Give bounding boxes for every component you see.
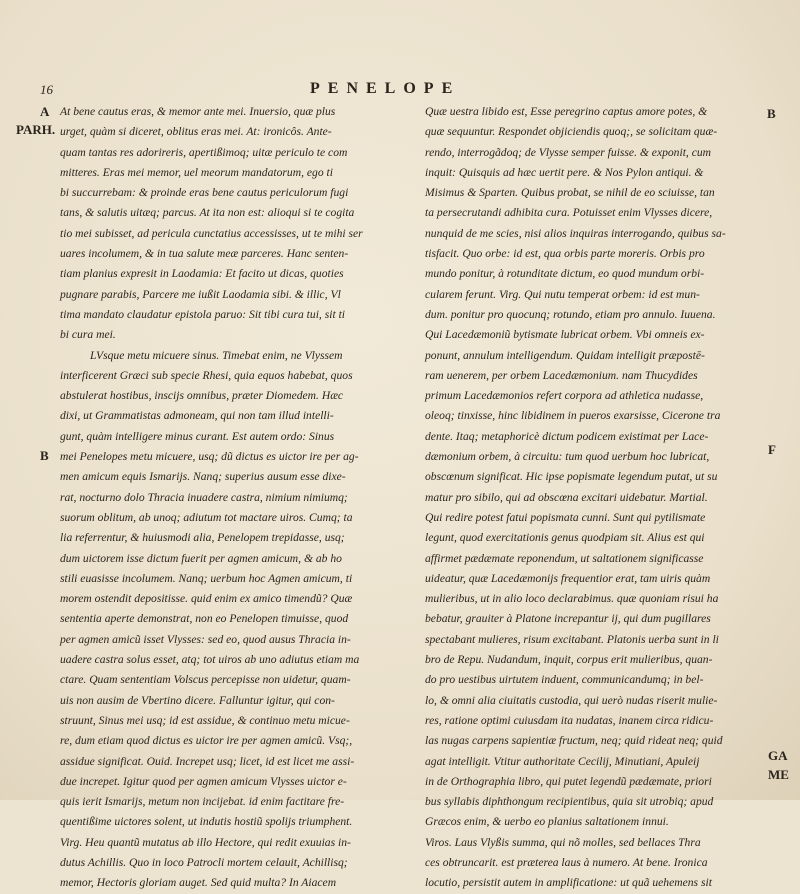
text-line: mei Penelopes metu micuere, usq; dũ dictus es uictor ire per ag- — [60, 450, 359, 464]
text-line: uares incolumem, & in tua salute meæ parceres. Hanc senten- — [60, 247, 349, 261]
text-line: nunquid de me scies, nisi alios inquiras interrogando, quibus sa- — [425, 226, 726, 240]
text-line: tio mei subisset, ad pericula cunctatius accessisses, ut te mihi ser — [60, 226, 363, 240]
text-line: struunt, Sinus mei usq; id est assidue, & continuo metu micue- — [60, 713, 350, 727]
text-line: memor, Hectoris gloriam auget. Sed quid multa? In Aiacem — [60, 876, 337, 890]
text-line: tisfacit. Quo orbe: id est, qua orbis parte moreris. Orbis pro — [425, 247, 705, 261]
text-line: tiam planius expresit in Laodamia: Et facito ut dicas, quoties — [60, 267, 344, 281]
text-line: suorum oblitum, ab unoq; adiutum tot mactare uiros. Cumq; ta — [60, 510, 353, 524]
text-line: res, ratione optimi cuiusdam ita nudatas, inanem circa ridicu- — [425, 713, 714, 727]
page-header — [0, 80, 800, 104]
text-line: uideatur, quæ Lacedæmonijs frequentior erat, tam uiris quàm — [425, 571, 711, 585]
text-line: tans, & salutis uitæq; parcus. At ita non est: alioqui si te cogita — [60, 206, 355, 220]
text-line: ponunt, annulum intelligendum. Quidam intelligit præpostē- — [425, 348, 705, 362]
text-line: bebatur, grauiter à Platone increpantur ij, qui dum pugillares — [425, 612, 711, 626]
text-line: oleoq; tinxisse, hinc libidinem in pueros exarsisse, Cicerone tra — [425, 409, 721, 423]
text-line: legunt, quod exercitationis genus quodpiam sit. Alius est qui — [425, 531, 705, 545]
text-line: quentißime uictores solent, ut indutis hostiũ spolijs triumphent. — [60, 815, 353, 829]
text-line: lia referrentur, & huiusmodi alia, Penelopem trepidasse, usq; — [60, 531, 345, 545]
text-line: interficerent Græci sub specie Rhesi, quia equos habebat, quos — [60, 368, 353, 382]
text-line: dutus Achillis. Quo in loco Patrocli mortem celauit, Achillisq; — [60, 855, 348, 869]
text-line: quis ierit Ismarijs, metum non incijebat. id enim factitare fre- — [60, 795, 345, 809]
text-line: tima mandato claudatur epistola paruo: Sit tibi cura tui, sit ti — [60, 307, 346, 321]
text-line: per agmen amicũ isset Vlysses: sed eo, quod ausus Thracia in- — [60, 632, 351, 646]
text-line: ces obtruncarit. est præterea laus à numero. At bene. Ironica — [425, 855, 708, 869]
text-line: Quæ uestra libido est, Esse peregrino captus amore potes, & — [425, 105, 708, 118]
text-line: Qui redire potest fatui popismata cunni. Sunt qui pytilismate — [425, 510, 706, 524]
text-line: spectabant mulieres, risum excitabant. Platonis uerba sunt in li — [425, 632, 719, 646]
text-line: Viros. Laus Vlyßis summa, qui nõ molles, sed bellaces Thra — [425, 835, 701, 849]
text-line: inquit: Quisquis ad hæc uertit pere. & Nos Pylon antiqui. & — [425, 165, 704, 179]
text-line: pugnare parabis, Parcere me iußit Laodamia sibi. & illic, Vl — [60, 287, 341, 301]
text-line: ta persecrutandi adhibita cura. Potuisset enim Vlysses dicere, — [425, 206, 713, 220]
margin-letter-b-left: B — [40, 448, 49, 463]
text-line: rat, nocturno dolo Thracia inuadere castra, nimium nimiumq; — [60, 490, 348, 504]
text-line: bi cura mei. — [60, 328, 116, 342]
text-line: mulieribus, ut in alio loco declarabimus. quæ quoniam risui ha — [425, 592, 719, 606]
text-line: abstulerat hostibus, inscijs omnibus, præter Diomedem. Hæc — [60, 389, 344, 403]
text-line: ram uenerem, per orbem Lacedæmonium. nam Thucydides — [425, 368, 698, 382]
text-line: dum. ponitur pro quocunq; rotundo, etiam pro annulo. Iuuena. — [425, 307, 716, 321]
text-line: dum uictorem isse dictum fuerit per agmen amicum, & ab ho — [60, 551, 342, 565]
text-line: Græcos enim, & uerbo eo planius saltationem innui. — [425, 815, 669, 829]
text-line: gunt, quàm intelligere minus curant. Est autem ordo: Sinus — [60, 429, 335, 443]
text-line: re, dum etiam quod dictus es uictor ire per agmen amicũ. Vsq;, — [60, 734, 353, 748]
text-line: do pro uestibus uirtutem induent, communicandumq; in bel- — [425, 673, 704, 687]
text-line: LVsque metu micuere sinus. Timebat enim, ne Vlyssem — [90, 348, 343, 362]
text-line: las nugas carpens sapientiæ fructum, neq; quid rideat neq; quid — [425, 734, 723, 748]
text-line: bi succurrebam: & proinde eras bene cautus periculorum fugi — [60, 186, 349, 200]
text-line: Virg. Heu quantũ mutatus ab illo Hectore, qui redit exuuias in- — [60, 835, 351, 849]
text-line: Misimus & Sparten. Quibus probat, se nihil de eo sciuisse, tan — [425, 186, 715, 200]
text-line: urget, quàm si diceret, oblitus eras mei. At: ironicôs. Ante- — [60, 125, 332, 139]
text-line: men amicum equis Ismarijs. Nanq; superius ausum esse dixe- — [60, 470, 346, 484]
text-line: dæmonium orbem, à circuitu: tum quod uerbum hoc lubricat, — [425, 450, 710, 464]
text-line: dixi, ut Grammatistas admoneam, qui non tam illud intelli- — [60, 409, 334, 423]
text-line: Qui Lacedæmoniũ bytismate lubricat orbem. Vbi omneis ex- — [425, 328, 705, 342]
text-line: cularem ferunt. Virg. Qui nutu temperat orbem: id est mun- — [425, 287, 700, 301]
right-text-column — [425, 102, 765, 890]
text-line: assidue significat. Ouid. Increpet usq; licet, id est licet me assi- — [60, 754, 355, 768]
margin-letter-b-right: B — [767, 106, 776, 121]
text-line: matur pro sibilo, qui ad obscœna excitari uidebatur. Martial. — [425, 490, 708, 504]
text-line: in de Orthographia libro, qui putet legendũ pædæmate, priori — [425, 774, 712, 788]
margin-speaker-me: ME — [768, 767, 789, 782]
left-text-column — [60, 102, 398, 890]
text-line: mundo ponitur, à rotunditate dictum, eo quod mundum orbi- — [425, 267, 705, 281]
margin-letter-a: A — [40, 104, 50, 119]
text-line: dente. Itaq; metaphoricè dictum podicem existimat per Lace- — [425, 429, 709, 443]
text-line: rendo, interrogãdoq; de Vlysse semper fuisse. & exponit, cum — [425, 145, 712, 159]
text-line: bro de Repu. Nudandum, inquit, corpus erit mulieribus, quan- — [425, 653, 713, 667]
text-line: locutio, persistit autem in amplificatione: ut quã uehemens sit — [425, 876, 712, 890]
text-line: uadere castra solus esset, atq; tot uiros ab uno adiutus etiam ma — [60, 653, 360, 667]
text-line: due increpet. Igitur quod per agmen amicum Vlysses uictor e- — [60, 774, 347, 788]
margin-speaker-ga: GA — [768, 748, 788, 763]
page-number: 16 — [40, 82, 53, 97]
text-line: uis non ausim de Vbertino dicere. Falluntur igitur, qui con- — [60, 693, 335, 707]
margin-speaker-parh: PARH. — [16, 122, 56, 137]
text-line: sententia aperte demonstrat, non eo Penelopen timuisse, quod — [60, 612, 349, 626]
text-line: bus syllabis diphthongum recipientibus, quia sit utrobiq; apud — [425, 795, 714, 809]
text-line: agat intelligit. Vtitur authoritate Cecilij, Minutiani, Apuleij — [425, 754, 700, 768]
text-line: stili euasisse incolumem. Nanq; uerbum hoc Agmen amicum, ti — [60, 571, 353, 585]
running-title: PENELOPE — [310, 80, 461, 97]
text-line: mitteres. Eras mei memor, uel meorum mandatorum, ego ti — [60, 165, 333, 179]
text-line: At bene cautus eras, & memor ante mei. Inuersio, quæ plus — [60, 105, 336, 118]
text-line: lo, & omni alia ciuitatis custodia, qui uerò nudas riserit mulie- — [425, 693, 718, 707]
text-line: primum Lacedæmonios refert corpora ad athletica nudasse, — [425, 389, 704, 403]
margin-letter-f: F — [768, 442, 776, 457]
text-line: morem ostendit depositisse. quid enim ex amico timendũ? Quæ — [60, 592, 353, 606]
text-line: obscœnum significat. Hic ipse popismate legendum putat, ut su — [425, 470, 718, 484]
text-line: quam tantas res adorireris, apertißimoq; uitæ periculo te com — [60, 145, 348, 159]
text-line: affirmet pædæmate reponendum, ut saltationem significasse — [425, 551, 704, 565]
text-line: quæ sequuntur. Respondet objiciendis quoq;, se solicitam quæ- — [425, 125, 718, 139]
text-line: ctare. Quam sententiam Volscus percepisse non uidetur, quam- — [60, 673, 351, 687]
